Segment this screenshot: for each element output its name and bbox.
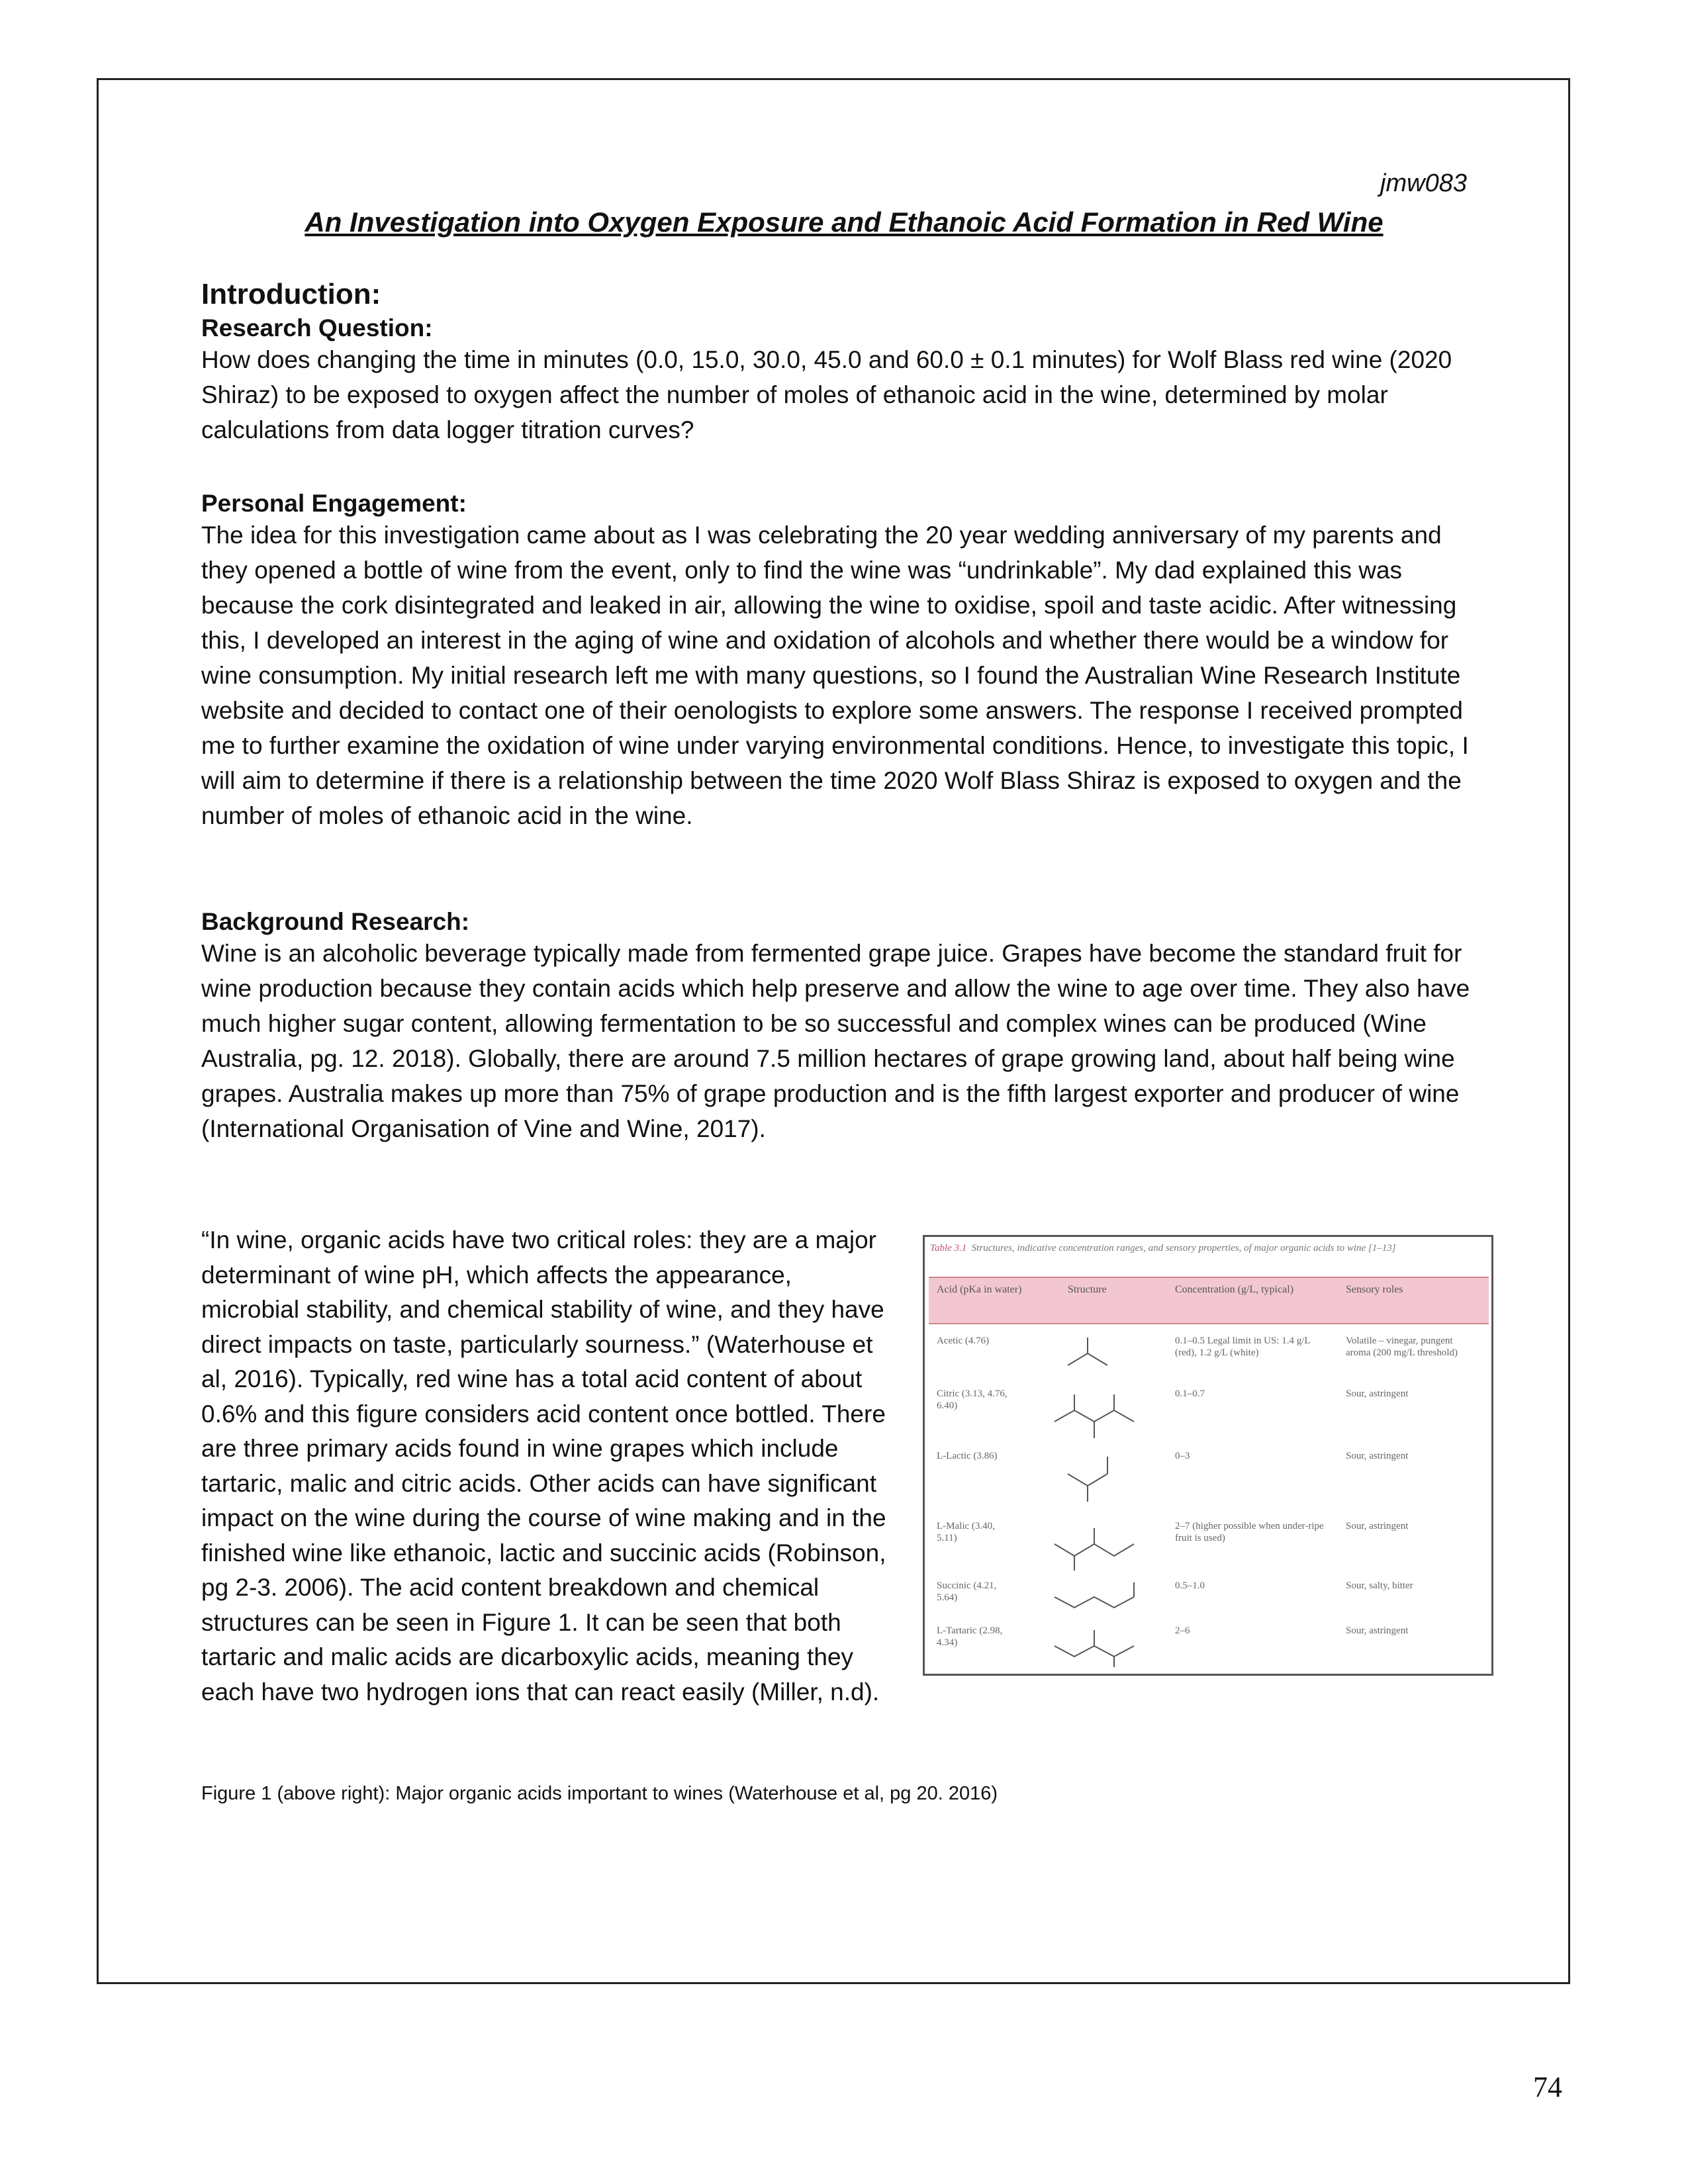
acetic-structure-icon xyxy=(1041,1332,1141,1379)
page-title: An Investigation into Oxygen Exposure and Ethanoic Acid Formation in Red Wine xyxy=(305,206,1383,238)
tartaric-structure-icon xyxy=(1041,1622,1160,1668)
organic-acids-table-figure xyxy=(923,1235,1493,1676)
table-row: Succinic (4.21, 5.64) 0.5–1.0 Sour, salty, bitter xyxy=(929,1580,1489,1619)
table-row: Acetic (4.76) 0.1–0.5 Legal limit in US: 1.4 g/L (red), 1.2 g/L (white) Volatile – vinegar, pungent aroma (200 mg/L threshold) xyxy=(929,1335,1489,1381)
quote-text: “In wine, organic acids have two critical roles: they are a major determinant of wine pH, which affects the appearance, microbial stability, and chemical stability of wine, and they have direct impacts on taste, particularly sourness.” (Waterhouse et al, 2016). Typically, red wine has a total acid content of about 0.6% and this figure considers acid content once bottled. There are three primary acids found in wine grapes which include tartaric, malic and citric acids. Other acids can have significant impact on the wine during the course of wine making and in the finished wine like ethanoic, lactic and succinic acids (Robinson, pg 2-3. 2006). The acid content breakdown and chemical structures can be seen in Figure 1. It can be seen that both tartaric and malic acids are dicarboxylic acids, meaning they each have two hydrogen ions that can react easily (Miller, n.d). xyxy=(201,1226,886,1706)
background-heading: Background Research: xyxy=(201,908,470,935)
research-question-text: How does changing the time in minutes (0.0, 15.0, 30.0, 45.0 and 60.0 ± 0.1 minutes) for Wolf Blass red wine (2020 Shiraz) to be exposed to oxygen affect the number of moles of ethanoic acid in the wine, determined by molar calculations from data logger titration curves? xyxy=(201,346,1452,443)
header-structure: Structure xyxy=(1068,1284,1107,1295)
personal-engagement-text: The idea for this investigation came about as I was celebrating the 20 year wedding anniversary of my parents and they opened a bottle of wine from the event, only to find the wine was “undrinkable”. My dad explained this was because the cork disintegrated and leaked in air, allowing the wine to oxidise, spoil and taste acidic. After witnessing this, I developed an interest in the aging of wine and oxidation of alcohols and whether there would be a window for wine consumption. My initial research left me with many questions, so I found the Australian Wine Research Institute website and decided to contact one of their oenologists to explore some answers. The response I received prompted me to further examine the oxidation of wine under varying environmental conditions. Hence, to investigate this topic, I will aim to determine if there is a relationship between the time 2020 Wolf Blass Shiraz is exposed to oxygen and the number of moles of ethanoic acid in the wine. xyxy=(201,522,1469,829)
table-row: L-Malic (3.40, 5.11) 2–7 (higher possible when under-ripe fruit is used) Sour, astringent xyxy=(929,1520,1489,1576)
background-text: Wine is an alcoholic beverage typically made from fermented grape juice. Grapes have become the standard fruit for wine production because they contain acids which help preserve and allow the wine to age over time. They also have much higher sugar content, allowing fermentation to be so successful and complex wines can be produced (Wine Australia, pg. 12. 2018). Globally, there are around 7.5 million hectares of grape growing land, about half being wine grapes. Australia makes up more than 75% of grape production and is the fifth largest exporter and producer of wine (International Organisation of Vine and Wine, 2017). xyxy=(201,940,1470,1142)
table-caption: Table 3.1 Structures, indicative concentration ranges, and sensory properties, of major organic acids to wine [1–13] xyxy=(930,1243,1396,1253)
header-sensory: Sensory roles xyxy=(1346,1284,1403,1295)
table-header xyxy=(929,1277,1489,1324)
citric-structure-icon xyxy=(1041,1385,1160,1445)
malic-structure-icon xyxy=(1041,1518,1160,1577)
personal-engagement-section xyxy=(201,490,1492,833)
table-row: L-Tartaric (2.98, 4.34) 2–6 Sour, astringent xyxy=(929,1625,1489,1671)
figure-caption: Figure 1 (above right): Major organic acids important to wines (Waterhouse et al, pg 20. 2016) xyxy=(201,1783,998,1804)
table-row: L-Lactic (3.86) 0–3 Sour, astringent xyxy=(929,1450,1489,1510)
page-number: 74 xyxy=(1533,2071,1562,2103)
research-question-section xyxy=(201,314,1492,447)
quote-paragraph xyxy=(201,1223,890,1709)
header-acid: Acid (pKa in water) xyxy=(937,1284,1022,1295)
header-concentration: Concentration (g/L, typical) xyxy=(1175,1284,1294,1295)
background-section xyxy=(201,908,1492,1146)
research-question-heading: Research Question: xyxy=(201,314,433,341)
personal-engagement-heading: Personal Engagement: xyxy=(201,490,467,517)
table-row: Citric (3.13, 4.76, 6.40) 0.1–0.7 Sour, astringent xyxy=(929,1388,1489,1445)
lactic-structure-icon xyxy=(1041,1447,1141,1507)
introduction-heading: Introduction: xyxy=(201,278,381,310)
student-code: jmw083 xyxy=(1380,169,1467,197)
succinic-structure-icon xyxy=(1041,1577,1160,1617)
